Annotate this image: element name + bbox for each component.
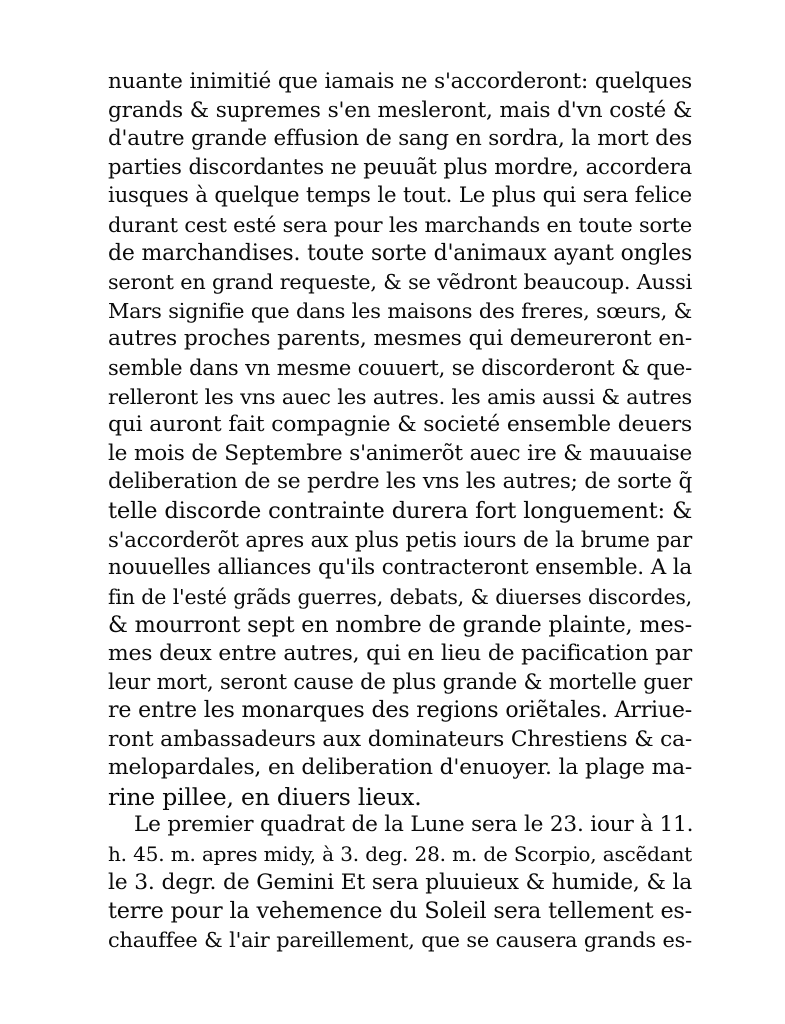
text-line: nuante inimitié que iamais ne s'accorderont: quelques [108, 69, 692, 94]
text-line: d'autre grande effusion de sang en sordra, la mort des [108, 126, 692, 152]
text-line: ront ambassadeurs aux dominateurs Chrestiens & ca- [108, 726, 692, 752]
paragraph-2 [108, 811, 692, 954]
text-line: deliberation de se perdre les vns les autres; de sorte q̃ [108, 469, 692, 495]
text-line: s'accorderõt apres aux plus petis iours de la brume par [108, 526, 692, 552]
text-line: iusques à quelque temps le tout. Le plus qui sera felice [108, 183, 692, 209]
text-line: durant cest esté sera pour les marchands en toute sorte [108, 212, 692, 237]
text-line: grands & supremes s'en mesleront, mais d'vn costé & [108, 97, 692, 123]
text-line: fin de l'esté grãds guerres, debats, & diuerses discordes, [108, 584, 692, 609]
text-line: terre pour la vehemence du Soleil sera tellement es- [108, 898, 692, 925]
body-text [108, 68, 692, 954]
text-line: & mourront sept en nombre de grande plainte, mes- [108, 612, 692, 639]
text-line: nouuelles alliances qu'ils contracteront ensemble. A la [108, 555, 692, 581]
text-line: autres proches parents, mesmes qui demeureront en- [108, 326, 692, 352]
text-line: de marchandises. toute sorte d'animaux ayant ongles [108, 240, 692, 266]
text-line: qui auront fait compagnie & societé ensemble deuers [108, 412, 692, 438]
paragraph-1 [108, 68, 692, 811]
text-line: melopardales, en deliberation d'enuoyer. la plage ma- [108, 755, 692, 781]
text-line: h. 45. m. apres midy, à 3. deg. 28. m. de Scorpio, ascẽdant [108, 842, 692, 867]
text-line: le 3. degr. de Gemini Et sera pluuieux & humide, & la [108, 869, 692, 895]
text-line: leur mort, seront cause de plus grande & mortelle guer [108, 669, 692, 695]
text-line: le mois de Septembre s'animerõt auec ire & mauuaise [108, 440, 692, 466]
text-line: Le premier quadrat de la Lune sera le 23. iour à 11. [134, 812, 694, 838]
text-line: seront en grand requeste, & se vẽdront beaucoup. Aussi [108, 270, 692, 295]
text-line: semble dans vn mesme couuert, se discorderont & que- [108, 355, 692, 380]
text-line: parties discordantes ne peuuãt plus mordre, accordera [108, 154, 692, 180]
text-line: chauffee & l'air pareillement, que se causera grands es- [108, 927, 692, 952]
text-line: rine pillee, en diuers lieux. [108, 782, 422, 811]
text-line: telle discorde contrainte durera fort longuement: & [108, 497, 692, 524]
text-line: mes deux entre autres, qui en lieu de pacification par [108, 640, 692, 666]
text-line: relleront les vns auec les autres. les amis aussi & autres [108, 384, 692, 409]
text-line: Mars signifie que dans les maisons des freres, sœurs, & [108, 298, 692, 323]
text-line: re entre les monarques des regions oriẽtales. Arriue- [108, 698, 692, 724]
